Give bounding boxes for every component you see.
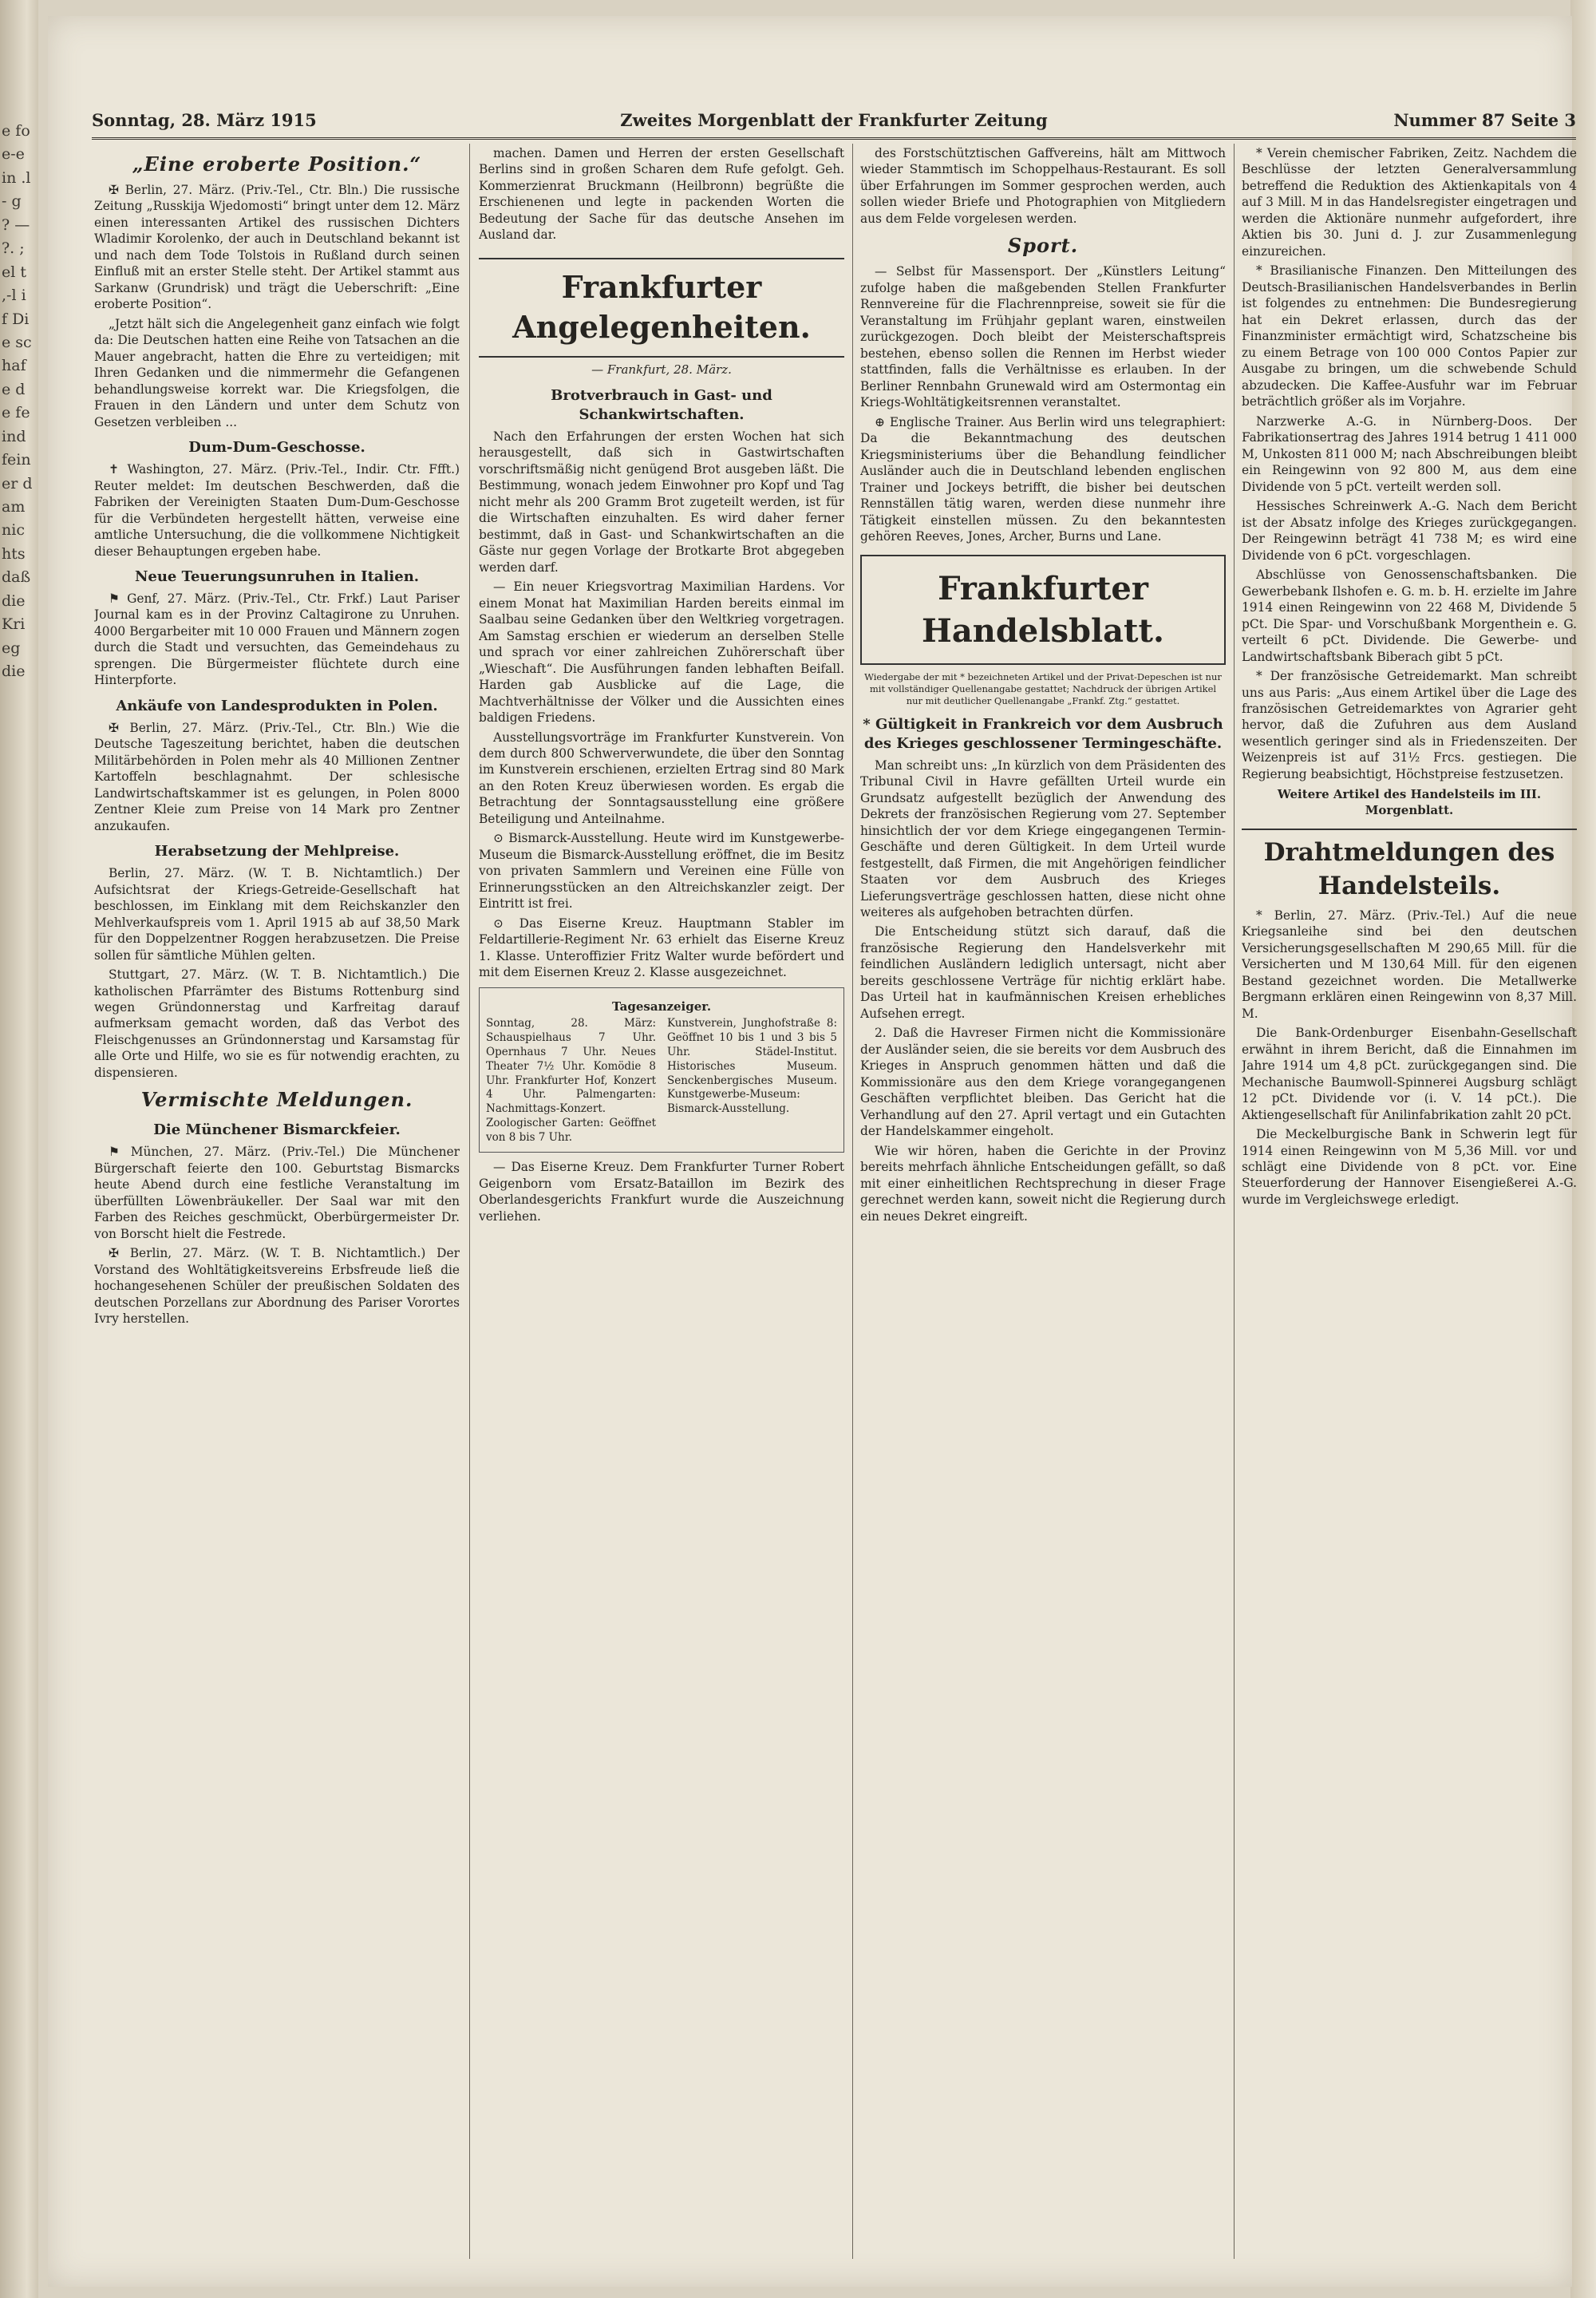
listings-right: Kunstverein, Junghofstraße 8: Geöffnet 10 bis 1 und 3 bis 5 Uhr. Städel-Institut. Historisches Museum. Senckenbergisches Museum. Kunstgewerbe-Museum: Bismarck-Ausstellung. bbox=[667, 1016, 837, 1116]
article-paragraph: ⊙ Das Eiserne Kreuz. Hauptmann Stabler im Feldartillerie-Regiment Nr. 63 erhielt das Eiserne Kreuz 1. Klasse. Unteroffizier Fritz Walter wurde befördert und mit dem Eisernen Kreuz 2. Klasse ausgezeichnet. bbox=[479, 916, 844, 980]
column-1 bbox=[94, 145, 460, 2245]
article-paragraph: Narzwerke A.-G. in Nürnberg-Doos. Der Fabrikationsertrag des Jahres 1914 betrug 1 411 000 M, Unkosten 811 000 M; nach Abschreibungen bleibt ein Reingewinn von 92 800 M, aus dem eine Dividende von 5 pCt. verteilt werden soll. bbox=[1242, 413, 1577, 494]
daily-listings-box bbox=[479, 987, 844, 1153]
section-header-frankfurt: Frankfurter Angelegenheiten. bbox=[479, 258, 844, 358]
article-paragraph: Abschlüsse von Genossenschaftsbanken. Die Gewerbebank Ilshofen e. G. m. b. H. erzielte im Jahre 1914 einen Reingewinn von 22 468 M, Dividende 5 pCt. Die Spar- und Vorschußbank Morgenthein e. G. verteilt 6 pCt. Dividende. Die Gewerbe- und Landwirtschaftsbank Biberach gibt 5 pCt. bbox=[1242, 568, 1577, 664]
column-3 bbox=[860, 145, 1226, 2245]
article-paragraph: * Verein chemischer Fabriken, Zeitz. Nachdem die Beschlüsse der letzten Generalversammlung betreffend die Reduktion des Aktienkapitals von 4 auf 3 Mill. M in das Handelsregister eingetragen und werden die Aktionäre nunmehr aufgefordert, ihre Aktien bis 30. Juni d. J. zur Zusammenlegung einzureichen. bbox=[1242, 146, 1577, 259]
masthead bbox=[92, 105, 1576, 140]
article-paragraph: Stuttgart, 27. März. (W. T. B. Nichtamtlich.) Die katholischen Pfarrämter des Bistums Rottenburg sind wegen Gründonnerstag und Karfreitag darauf aufmerksam gemacht worden, daß das Verbot des Fleischgenusses an Gründonnerstag und Karsamstag für alle Orte und Hilfe, wo sie es für notwendig erachten, zu dispensieren. bbox=[94, 967, 460, 1080]
masthead-page-number: Nummer 87 Seite 3 bbox=[1393, 110, 1576, 130]
article-paragraph: ✠ Berlin, 27. März. (Priv.-Tel., Ctr. Bln.) Wie die Deutsche Tageszeitung berichtet, haben die deutschen Militärbehörden in Polen mehr als 40 Millionen Zentner Kartoffeln beschlagnahmt. Der schlesische Landwirtschaftskammer ist es gelungen, in Polen 8000 Zentner Kleie zum Preise von 14 Mark pro Zentner anzukaufen. bbox=[94, 720, 460, 833]
newspaper-page bbox=[48, 16, 1577, 2287]
article-headline: * Gültigkeit in Frankreich vor dem Ausbruch des Krieges geschlossener Termingeschäfte. bbox=[863, 715, 1223, 752]
listings-left: Sonntag, 28. März: Schauspielhaus 7 Uhr. Opernhaus 7 Uhr. Neues Theater 7½ Uhr. Komödie 8 Uhr. Frankfurter Hof, Konzert 4 Uhr. Palmengarten: Nachmittags-Konzert. Zoologischer Garten: Geöffnet von 8 bis 7 Uhr. bbox=[486, 1016, 656, 1145]
article-paragraph: * Berlin, 27. März. (Priv.-Tel.) Auf die neue Kriegsanleihe sind bei den deutschen Versicherungsgesellschaften M 290,65 Mill. für die Versicherten und M 130,64 Mill. für den eigenen Bestand gezeichnet worden. Die Metallwerke Bergmann erklären einen Reingewinn von 8,37 Mill. M. bbox=[1242, 908, 1577, 1021]
article-paragraph: Nach den Erfahrungen der ersten Wochen hat sich herausgestellt, daß sich in Gastwirtschaften vorschriftsmäßig nicht genügend Brot ausgeben läßt. Die Bestimmung, wonach jedem Einwohner pro Kopf und Tag nicht mehr als 200 Gramm Brot zugeteilt werden, ist für die Wirtschaften einzuhalten. Es wird daher ferner bestimmt, daß in Gast- und Schankwirtschaften an die Gäste nur gegen Vorlage der Brotkarte Brot abgegeben werden darf. bbox=[479, 429, 844, 575]
article-paragraph: Die Bank-Ordenburger Eisenbahn-Gesellschaft erwähnt in ihrem Bericht, daß die Einnahmen im Jahre 1914 um 4,8 pCt. zurückgegangen sind. Die Mechanische Baumwoll-Spinnerei Augsburg schlägt 12 pCt. Dividende vor (i. V. 14 pCt.). Die Aktiengesellschaft für Anilinfabrikation zahlt 20 pCt. bbox=[1242, 1026, 1577, 1122]
article-paragraph: des Forstschütztischen Gaffvereins, hält am Mittwoch wieder Stammtisch im Schoppelhaus-Restaurant. Es soll über Erfahrungen im Sommer gesprochen werden, auch sollen wieder Briefe und Photographien von Mitgliedern aus dem Felde vorgelesen werden. bbox=[860, 146, 1226, 226]
article-paragraph: ⚑ Genf, 27. März. (Priv.-Tel., Ctr. Frkf.) Laut Pariser Journal kam es in der Provinz Caltagirone zu Unruhen. 4000 Bergarbeiter mit 10 000 Frauen und Männern zogen durch die Stadt und versuchten, das Gemeindehaus zu sprengen. Die Bürgermeister flüchtete durch eine Hinterpforte. bbox=[94, 591, 460, 688]
article-paragraph: „Jetzt hält sich die Angelegenheit ganz einfach wie folgt da: Die Deutschen hatten eine Reihe von Tatsachen an die Mauer angebracht, hatten die Ehre zu verteidigen; mit Ihren Gedanken und die nimmermehr die Gefangenen behandlungsweise korrekt war. Die Kriegsfolgen, die Frauen in den Ländern und unter dem Schutz von Gesetzen verbleiben ... bbox=[94, 316, 460, 429]
column-rule bbox=[1234, 144, 1235, 2259]
column-rule bbox=[469, 144, 470, 2259]
column-4 bbox=[1242, 145, 1577, 2245]
cross-reference-note: Weitere Artikel des Handelsteils im III. Morgenblatt. bbox=[1277, 787, 1542, 818]
masthead-date: Sonntag, 28. März 1915 bbox=[92, 110, 317, 130]
article-paragraph: ✝ Washington, 27. März. (Priv.-Tel., Indir. Ctr. Ffft.) Reuter meldet: Im deutschen Beschwerden, daß die Fabriken der Vereinigten Staaten Dum-Dum-Geschosse für die Verbündeten hergestellt hätten, verweise eine amtliche Untersuchung, die die vollkommene Nichtigkeit dieser Behauptungen ergeben habe. bbox=[94, 462, 460, 559]
section-dateline: — Frankfurt, 28. März. bbox=[591, 362, 732, 377]
article-paragraph: — Selbst für Massensport. Der „Künstlers Leitung“ zufolge haben die maßgebenden Stellen Frankfurter Rennvereine für die Flachrennpreise, soweit sie für die Veranstaltung im Frühjahr geplant waren, einstweilen zurückgezogen. Doch bleibt der Meisterschaftspreis bestehen, ebenso sollen die Rennen im Herbst wieder stattfinden, falls die Verhältnisse es erlauben. In der Berliner Rennbahn Grunewald wird am Ostermontag ein Kriegs-Wohltätigkeitsrennen veranstaltet. bbox=[860, 264, 1226, 410]
article-paragraph: ✠ Berlin, 27. März. (Priv.-Tel., Ctr. Bln.) Die russische Zeitung „Russkija Wjedomosti“ bringt unter dem 12. März einen interessanten Artikel des russischen Dichters Wladimir Korolenko, der auch in Deutschland bekannt ist und nach dem Tode Tolstois in Rußland durch seinen Einfluß mit an erster Stelle steht. Der Artikel stammt aus Sarkanw (Grundrisk) und trägt die Ueberschrift: „Eine eroberte Position“. bbox=[94, 182, 460, 312]
column-rule bbox=[852, 144, 853, 2259]
article-paragraph: Die Entscheidung stützt sich darauf, daß die französische Regierung den Handelsverkehr mit feindlichen Ausländern lediglich untersagt, nicht aber bereits geschlossene Verträge für nichtig erklärt habe. Das Urteil hat in kaufmännischen Kreisen erhebliches Aufsehen erregt. bbox=[860, 924, 1226, 1021]
article-paragraph: machen. Damen und Herren der ersten Gesellschaft Berlins sind in großen Scharen dem Rufe gefolgt. Geh. Kommerzienrat Bruckmann (Heilbronn) begrüßte die Erschienenen und legte in packenden Worten die Bedeutung der Sache für das deutsche Ansehen im Ausland dar. bbox=[479, 146, 844, 243]
article-paragraph: ⊕ Englische Trainer. Aus Berlin wird uns telegraphiert: Da die Bekanntmachung des deutschen Kriegsministeriums über die Behandlung feindlicher Ausländer auch die in Deutschland lebenden englischen Trainer und Jockeys betrifft, die bisher bei deutschen Rennställen tätig waren, werden diese nunmehr ihre Tätigkeit einstellen müssen. Zu den bekanntesten gehören Reeves, Jones, Archer, Burns und Lane. bbox=[860, 414, 1226, 544]
article-headline: „Eine eroberte Position.“ bbox=[132, 152, 422, 176]
article-headline: Neue Teuerungsunruhen in Italien. bbox=[134, 568, 420, 586]
article-paragraph: Die Meckelburgische Bank in Schwerin legt für 1914 einen Reingewinn von M 5,36 Mill. vor und schlägt eine Dividende von 8 pCt. vor. Eine Steuerforderung der Hannover Eisengießerei A.-G. wurde im Vergleichswege erledigt. bbox=[1242, 1127, 1577, 1207]
article-paragraph: Wie wir hören, haben die Gerichte in der Provinz bereits mehrfach ähnliche Entscheidungen gefällt, so daß mit einer einheitlichen Rechtsprechung in dieser Frage gerechnet werden kann, soweit nicht die Regierung durch ein neues Dekret eingreift. bbox=[860, 1143, 1226, 1224]
reprint-notice: Wiedergabe der mit * bezeichneten Artikel und der Privat-Depeschen ist nur mit vollständiger Quellenangabe gestattet; Nachdruck der übrigen Artikel nur mit deutlicher Quellenangabe „Frankf. Ztg.“ gestattet. bbox=[864, 670, 1222, 706]
article-paragraph: — Das Eiserne Kreuz. Dem Frankfurter Turner Robert Geigenborn vom Ersatz-Bataillon im Bezirk des Oberlandesgerichts Frankfurt wurde die Auszeichnung verliehen. bbox=[479, 1160, 844, 1224]
book-binding bbox=[0, 0, 38, 2298]
article-headline: Ankäufe von Landesprodukten in Polen. bbox=[116, 697, 438, 714]
article-headline: Dum-Dum-Geschosse. bbox=[188, 439, 365, 457]
article-paragraph: * Brasilianische Finanzen. Den Mitteilungen des Deutsch-Brasilianischen Handelsverbandes in Berlin ist folgendes zu entnehmen: Die Bundesregierung hat ein Dekret erlassen, durch das der Finanzminister ermächtigt wird, Schatzscheine bis zu einem Betrage von 100 000 Contos Papier zur Ausgabe zu bringen, um die schwebende Schuld abzudecken. Die Kaffee-Ausfuhr war im Februar beträchtlich größer als im Vorjahre. bbox=[1242, 263, 1577, 409]
section-header-handelsblatt: Frankfurter Handelsblatt. bbox=[860, 555, 1226, 665]
column-2 bbox=[479, 145, 844, 2245]
section-headline-sport: Sport. bbox=[1007, 234, 1079, 258]
article-paragraph: Berlin, 27. März. (W. T. B. Nichtamtlich.) Der Aufsichtsrat der Kriegs-Getreide-Gesellschaft hat beschlossen, im Einklang mit dem Reichskanzler den Mehlverkaufspreis vom 1. April 1915 ab auf 38,50 Mark für den Doppelzentner Roggen herabzusetzen. Die Preise sollen für sämtliche Mühlen gelten. bbox=[94, 866, 460, 963]
adjacent-page-text: e fo e-e in .l- g ? — ?. ; el t ,-l i f Die schafe de feind feiner dam nichts daß die Krieg die bbox=[2, 122, 33, 681]
article-headline: Brotverbrauch in Gast- und Schankwirtschaften. bbox=[551, 386, 772, 423]
listings-title: Tagesanzeiger. bbox=[611, 999, 712, 1014]
article-paragraph: Ausstellungsvorträge im Frankfurter Kunstverein. Von dem durch 800 Schwerverwundete, die über den Sonntag im Kunstverein erschienen, erzielten Ertrag sind 80 Mark an den Roten Kreuz überwiesen worden. Es ergab die Betrachtung der Sonntagsausstellung eine größere Beteiligung und Anteilnahme. bbox=[479, 730, 844, 826]
masthead-title: Zweites Morgenblatt der Frankfurter Zeitung bbox=[620, 110, 1048, 130]
article-headline: Die Münchener Bismarckfeier. bbox=[153, 1121, 401, 1139]
article-paragraph: — Ein neuer Kriegsvortrag Maximilian Hardens. Vor einem Monat hat Maximilian Harden bereits einmal im Saalbau seine Gedanken über den Weltkrieg vorgetragen. Am Samstag erschien er wiederum an derselben Stelle und sprach vor einer zahlreichen Zuhörerschaft über „Wieschaft“. Die Ausführungen fanden lebhaften Beifall. Harden gab Ausblicke auf die Lage, die Machtverhältnisse der Völker und die Aussichten eines baldigen Friedens. bbox=[479, 579, 844, 726]
article-paragraph: Man schreibt uns: „In kürzlich von dem Präsidenten des Tribunal Civil in Havre gefällten Urteil wurde ein Grundsatz aufgestellt bezüglich der Anwendung des Dekrets der französischen Regierung vom 27. September hinsichtlich der vor dem Kriege eingegangenen Termin-Geschäfte und deren Gültigkeit. In dem Urteil wurde festgestellt, daß Firmen, die mit Angehörigen feindlicher Staaten vor dem Ausbruch des Krieges Lieferungsverträge geschlossen hatten, diese nicht ohne weiteres als aufgehoben betrachten dürfen. bbox=[860, 757, 1226, 920]
article-paragraph: 2. Daß die Havreser Firmen nicht die Kommissionäre der Ausländer seien, die sie bereits vor dem Ausbruch des Krieges in Anspruch genommen hätten und daß die Kommissionäre aus den dem Kriege vorangegangenen Geschäften verpflichtet bleiben. Das Gericht hat die Verhandlung auf den 27. April vertagt und ein Gutachten der Handelskammer eingeholt. bbox=[860, 1026, 1226, 1139]
article-headline: Herabsetzung der Mehlpreise. bbox=[154, 843, 400, 860]
article-paragraph: ⊙ Bismarck-Ausstellung. Heute wird im Kunstgewerbe-Museum die Bismarck-Ausstellung eröffnet, die im Besitz von privaten Sammlern und Vereinen eine Fülle von Erinnerungsstücken an den Altreichskanzler zeigt. Der Eintritt ist frei. bbox=[479, 831, 844, 912]
article-paragraph: ⚑ München, 27. März. (Priv.-Tel.) Die Münchener Bürgerschaft feierte den 100. Geburtstag Bismarcks heute Abend durch eine festliche Veranstaltung im überfüllten Löwenbräukeller. Der Saal war mit den Farben des Reiches geschmückt, Oberbürgermeister Dr. von Borscht hielt die Festrede. bbox=[94, 1145, 460, 1241]
section-header-drahtmeldungen: Drahtmeldungen des Handelsteils. bbox=[1242, 829, 1577, 902]
section-headline: Vermischte Meldungen. bbox=[140, 1088, 413, 1112]
article-paragraph: * Der französische Getreidemarkt. Man schreibt uns aus Paris: „Aus einem Artikel über die Lage des französischen Getreidemarktes von Agrarier geht hervor, daß die Zufuhren aus dem Ausland wesentlich geringer sind als in Friedenszeiten. Der Weizenpreis ist auf 31½ Frcs. gestiegen. Die Regierung beabsichtigt, Höchstpreise festzusetzen. bbox=[1242, 669, 1577, 781]
article-paragraph: ✠ Berlin, 27. März. (W. T. B. Nichtamtlich.) Der Vorstand des Wohltätigkeitsvereins Erbsfreude ließ die hochangesehenen Schüler der preußischen Soldaten des deutschen Porzellans zur Abordnung des Pariser Vorortes Ivry herstellen. bbox=[94, 1246, 460, 1327]
article-paragraph: Hessisches Schreinwerk A.-G. Nach dem Bericht ist der Absatz infolge des Krieges zurückgegangen. Der Reingewinn beträgt 41 738 M; es wird eine Dividende von 6 pCt. vorgeschlagen. bbox=[1242, 499, 1577, 563]
